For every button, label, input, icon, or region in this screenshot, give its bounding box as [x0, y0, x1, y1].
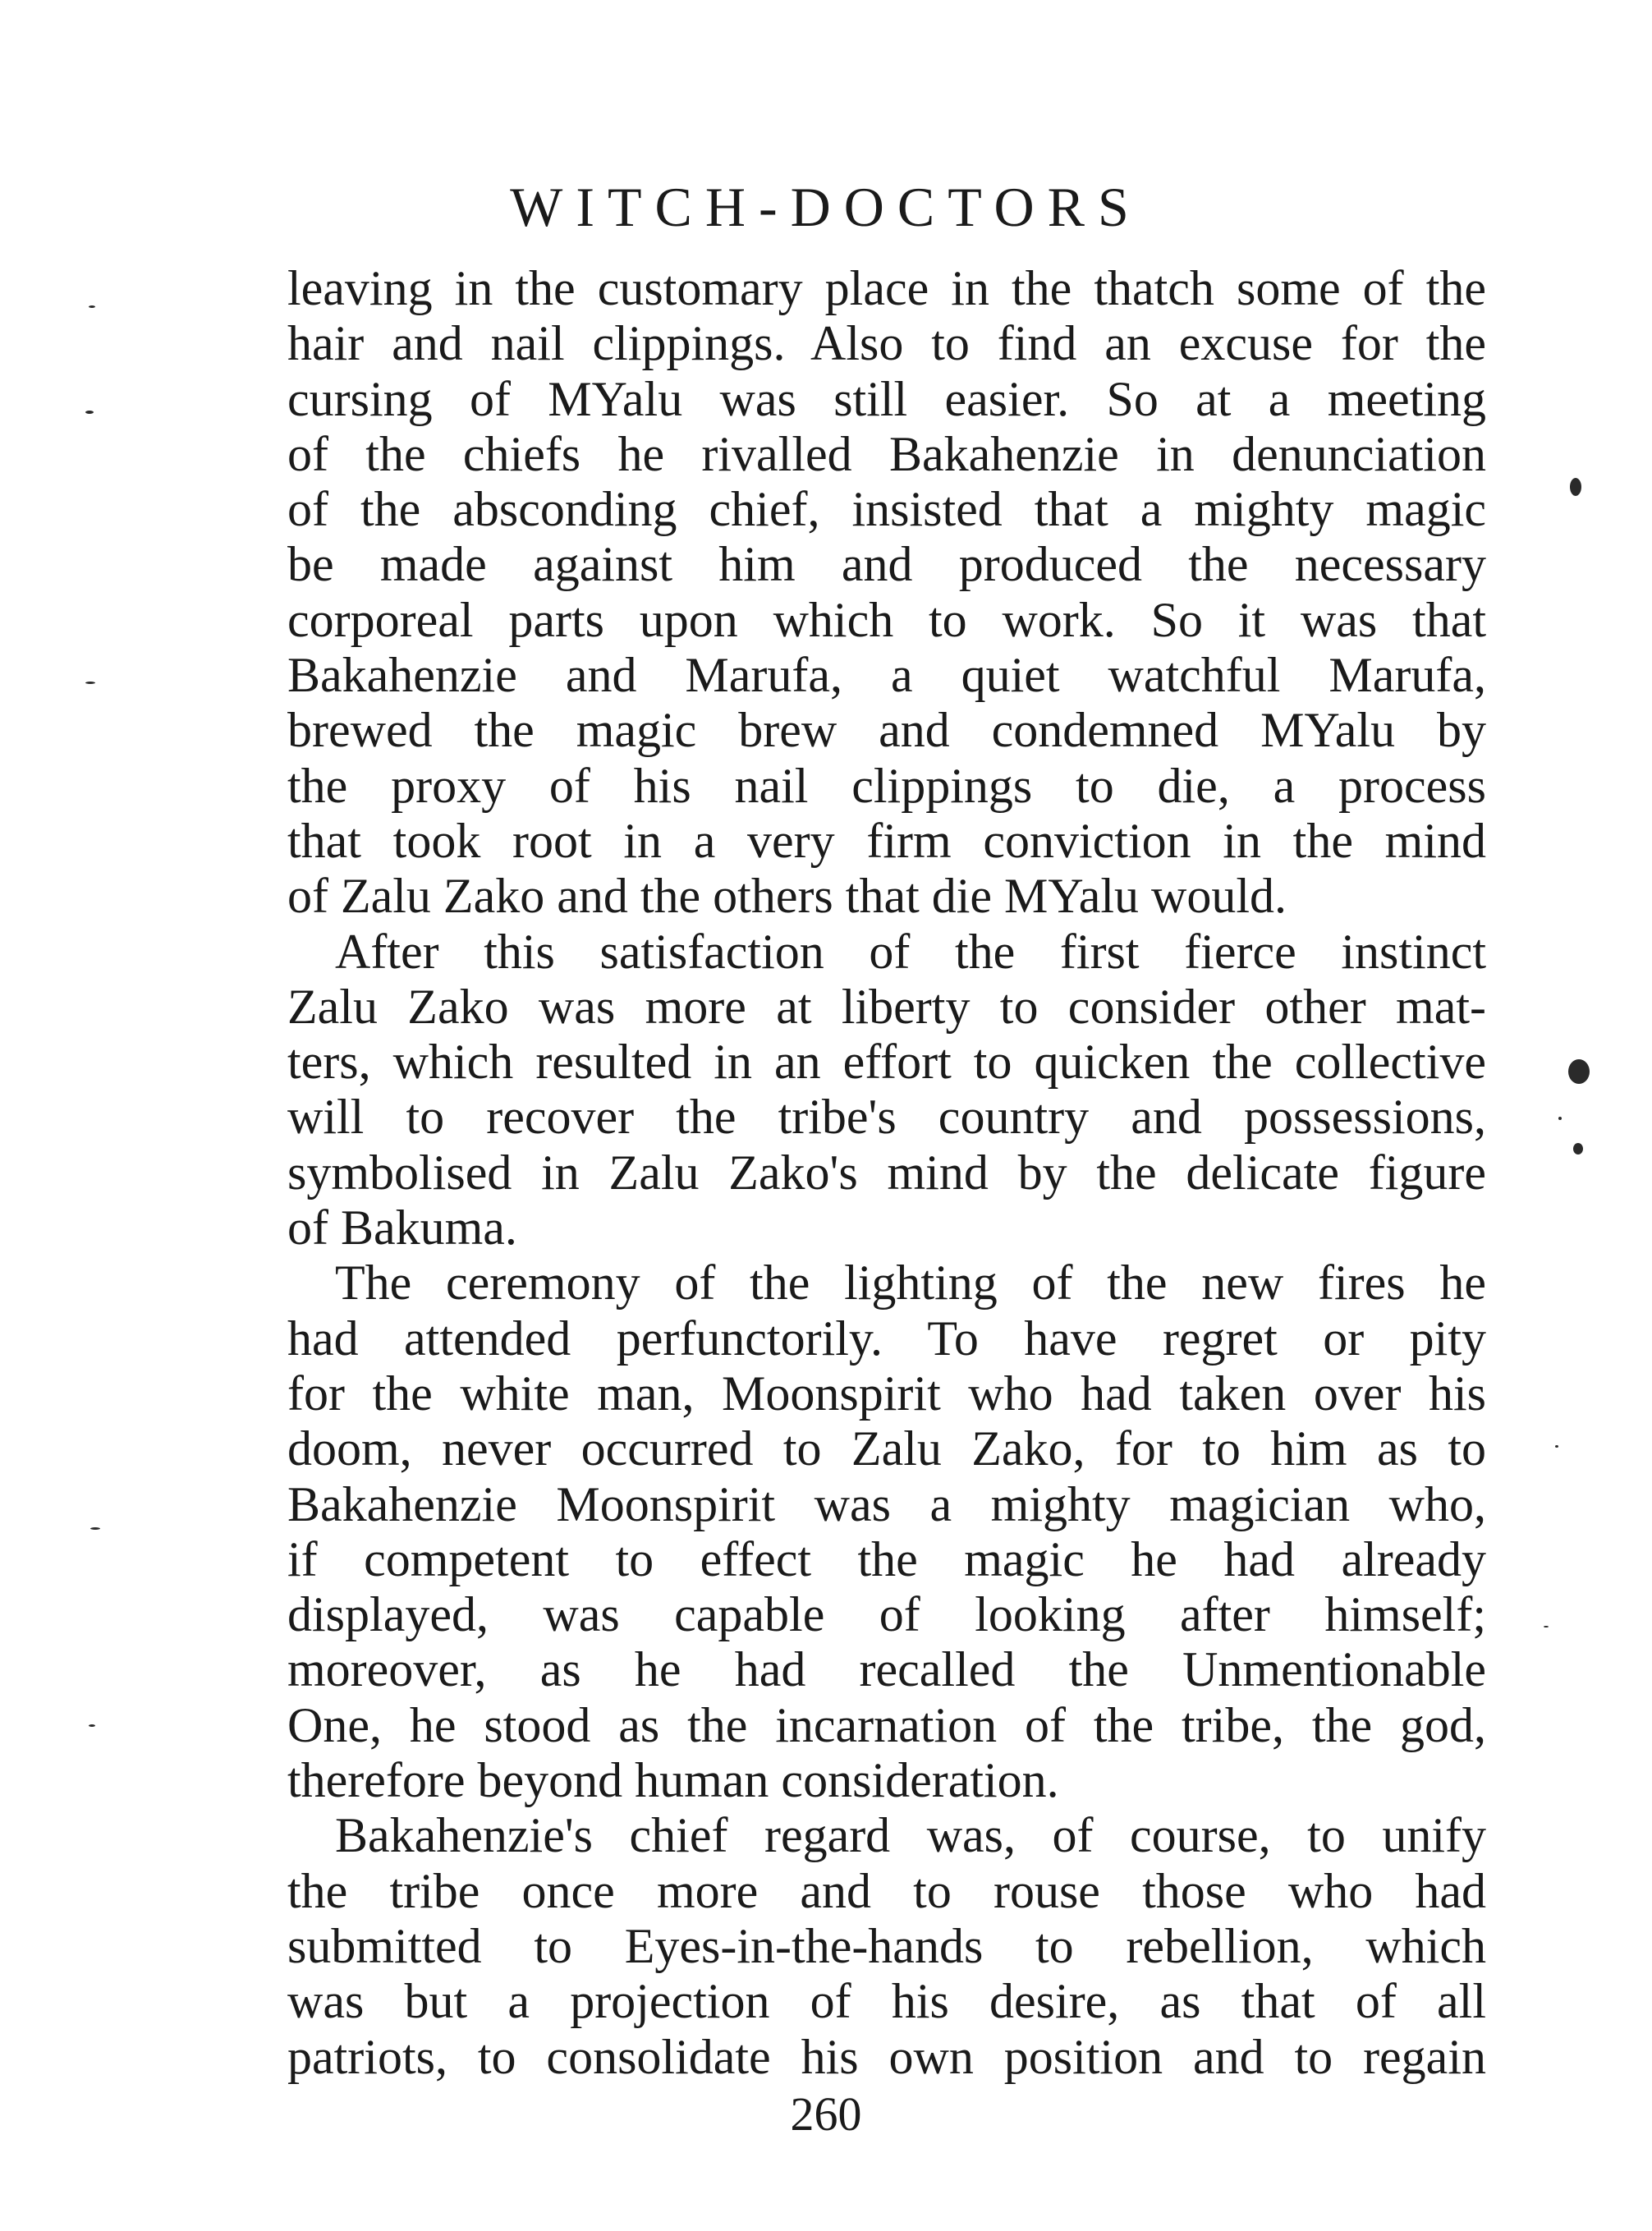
running-head: WITCH-DOCTORS — [510, 176, 1142, 238]
ink-speck — [1544, 1626, 1549, 1627]
text-line: Bakahenzie's chief regard was, of course, to unify — [335, 1808, 1486, 1863]
text-line: hair and nail clippings. Also to find an excuse for the — [287, 316, 1486, 371]
text-line: will to recover the tribe's country and possessions, — [287, 1090, 1486, 1145]
text-line: if competent to effect the magic he had already — [287, 1531, 1486, 1586]
text-line: symbolised in Zalu Zako's mind by the delicate figure — [287, 1145, 1486, 1200]
text-line: of Bakuma. — [287, 1200, 517, 1256]
text-line: One, he stood as the incarnation of the tribe, the god, — [287, 1697, 1486, 1752]
text-line: patriots, to consolidate his own position and to regain — [287, 2029, 1486, 2084]
text-line: moreover, as he had recalled the Unmentionable — [287, 1642, 1486, 1697]
text-line: submitted to Eyes-in-the-hands to rebellion, which — [287, 1918, 1486, 1973]
text-line: The ceremony of the lighting of the new fires he — [335, 1256, 1486, 1311]
text-line: of Zalu Zako and the others that die MYalu would. — [287, 869, 1287, 924]
text-line: Zalu Zako was more at liberty to consider other mat- — [287, 979, 1486, 1034]
ink-speck — [89, 1724, 95, 1727]
ink-speck — [85, 411, 94, 414]
text-line: ters, which resulted in an effort to quicken the collective — [287, 1035, 1486, 1090]
text-line: the tribe once more and to rouse those who had — [287, 1863, 1486, 1918]
text-line: Bakahenzie and Marufa, a quiet watchful Marufa, — [287, 648, 1486, 703]
ink-speck — [90, 1527, 100, 1530]
text-line: corporeal parts upon which to work. So it was that — [287, 592, 1486, 647]
text-line: was but a projection of his desire, as that of all — [287, 1974, 1486, 2029]
text-line: doom, never occurred to Zalu Zako, for to him as to — [287, 1421, 1486, 1476]
ink-speck — [89, 305, 95, 308]
text-line: be made against him and produced the necessary — [287, 537, 1486, 592]
text-line: displayed, was capable of looking after himself; — [287, 1587, 1486, 1642]
text-line: had attended perfunctorily. To have regret or pity — [287, 1311, 1486, 1366]
text-line: After this satisfaction of the first fierce instinct — [335, 924, 1486, 979]
page-number: 260 — [790, 2087, 862, 2141]
ink-speck — [1573, 1143, 1583, 1155]
text-line: that took root in a very firm conviction in the mind — [287, 813, 1486, 868]
text-line: leaving in the customary place in the thatch some of the — [287, 261, 1486, 315]
text-line: of the chiefs he rivalled Bakahenzie in denunciation — [287, 426, 1486, 481]
ink-speck — [1570, 478, 1581, 496]
text-line: Bakahenzie Moonspirit was a mighty magician who, — [287, 1476, 1486, 1531]
text-line: for the white man, Moonspirit who had taken over his — [287, 1366, 1486, 1421]
text-line: cursing of MYalu was still easier. So at a meeting — [287, 371, 1486, 426]
ink-speck — [1558, 1117, 1562, 1120]
ink-speck — [1555, 1445, 1558, 1448]
ink-speck — [85, 682, 95, 684]
ink-speck — [1568, 1059, 1590, 1084]
text-line: therefore beyond human consideration. — [287, 1753, 1059, 1808]
text-line: brewed the magic brew and condemned MYalu by — [287, 703, 1486, 758]
text-line: of the absconding chief, insisted that a mighty magic — [287, 482, 1486, 537]
text-line: the proxy of his nail clippings to die, a process — [287, 758, 1486, 813]
body-text — [287, 261, 1486, 2085]
